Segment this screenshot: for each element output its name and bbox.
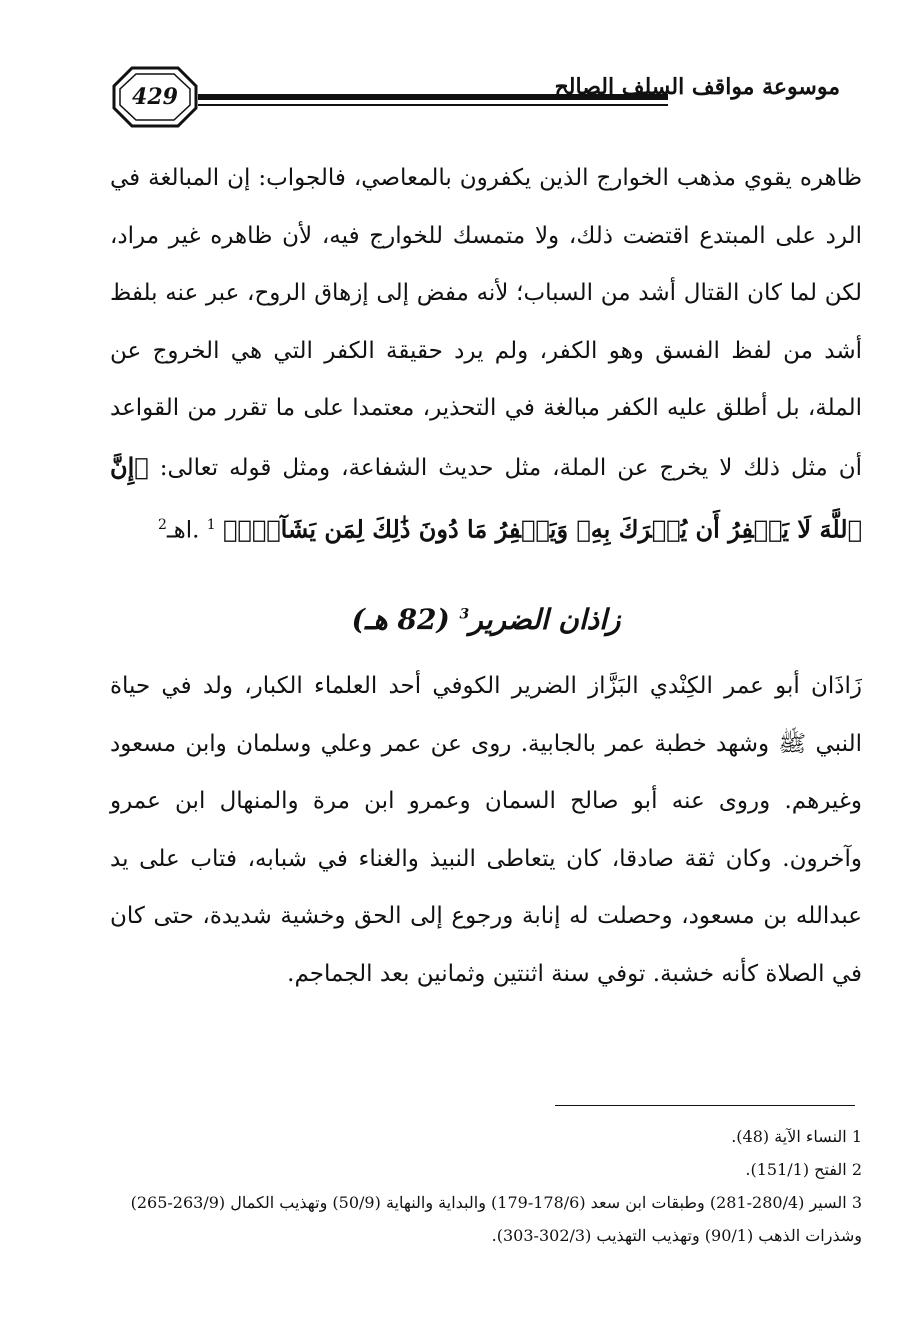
footnote-number: 1 [851,1127,862,1146]
footnote-text: النساء الآية (48). [731,1127,847,1146]
header-rule-thin [198,104,668,106]
footnote-separator [555,1105,855,1106]
footnote-item [110,1153,862,1186]
footnote-item [110,1186,862,1252]
footnote-ref-2[interactable]: 2 [157,517,167,533]
section-heading-year: (82 هـ) [351,603,450,636]
page-header [110,64,840,130]
verse-end-marker: .اهـ [166,517,200,544]
quran-verse: ﴿إِنَّ ٱللَّهَ لَا يَغۡفِرُ أَن يُشۡرَكَ بِهِۦ وَيَغۡفِرُ مَا دُونَ ذَٰلِكَ لِمَن يَشَآءُۚ﴾ [110,451,862,544]
series-title: موسوعة مواقف السلف الصالح [554,74,840,100]
footnote-number: 3 [851,1193,862,1212]
footnote-text: الفتح (151/1). [745,1160,847,1179]
page-number: 429 [132,84,178,110]
body-paragraph [110,150,862,560]
bio-text: زَاذَان أبو عمر الكِنْدي البَزَّاز الضرير الكوفي أحد العلماء الكبار، ولد في حياة النبي ﷺ وشهد خطبة عمر بالجابية. روى عن عمر وعلي وسلمان وابن مسعود وغيرهم. وروى عنه أبو صالح السمان وعمرو ابن مرة والمنهال ابن عمرو وآخرون. وكان ثقة صادقا، كان يتعاطى النبيذ والغناء في شبابه، فتاب على يد عبدالله بن مسعود، وحصلت له إنابة ورجوع إلى الحق وخشية شديدة، حتى كان في الصلاة كأنه خشبة. توفي سنة اثنتين وثمانين بعد الجماجم. [110,673,862,987]
page-number-badge [110,64,200,130]
paragraph-text: ظاهره يقوي مذهب الخوارج الذين يكفرون بالمعاصي، فالجواب: إن المبالغة في الرد على المبتدع اقتضت ذلك، ولا متمسك للخوارج فيه، لأن ظاهره غير مراد، لكن لما كان القتال أشد من السباب؛ لأنه مفض إلى إزهاق الروح، عبر عنه بلفظ أشد من لفظ الفسق وهو الكفر، ولم يرد حقيقة الكفر التي هي الخروج عن الملة، بل أطلق عليه الكفر مبالغة في التحذير، معتمدا على ما تقرر من القواعد أن مثل ذلك لا يخرج عن الملة، مثل حديث الشفاعة، ومثل قوله تعالى: [110,165,863,481]
footnotes [110,1120,862,1252]
footnote-ref-3[interactable]: 3 [459,606,470,623]
footnote-text: السير (280/4-281) وطبقات ابن سعد (178/6-179) والبداية والنهاية (50/9) وتهذيب الكمال (263/9-265) وشذرات الذهب (90/1) وتهذيب التهذيب (302/3-303). [130,1193,862,1245]
footnote-item [110,1120,862,1153]
section-heading-name: زاذان الضرير [469,603,621,636]
bio-paragraph [110,658,862,1003]
footnote-number: 2 [851,1160,862,1179]
section-heading [110,603,862,636]
footnote-ref-1[interactable]: 1 [206,517,216,533]
